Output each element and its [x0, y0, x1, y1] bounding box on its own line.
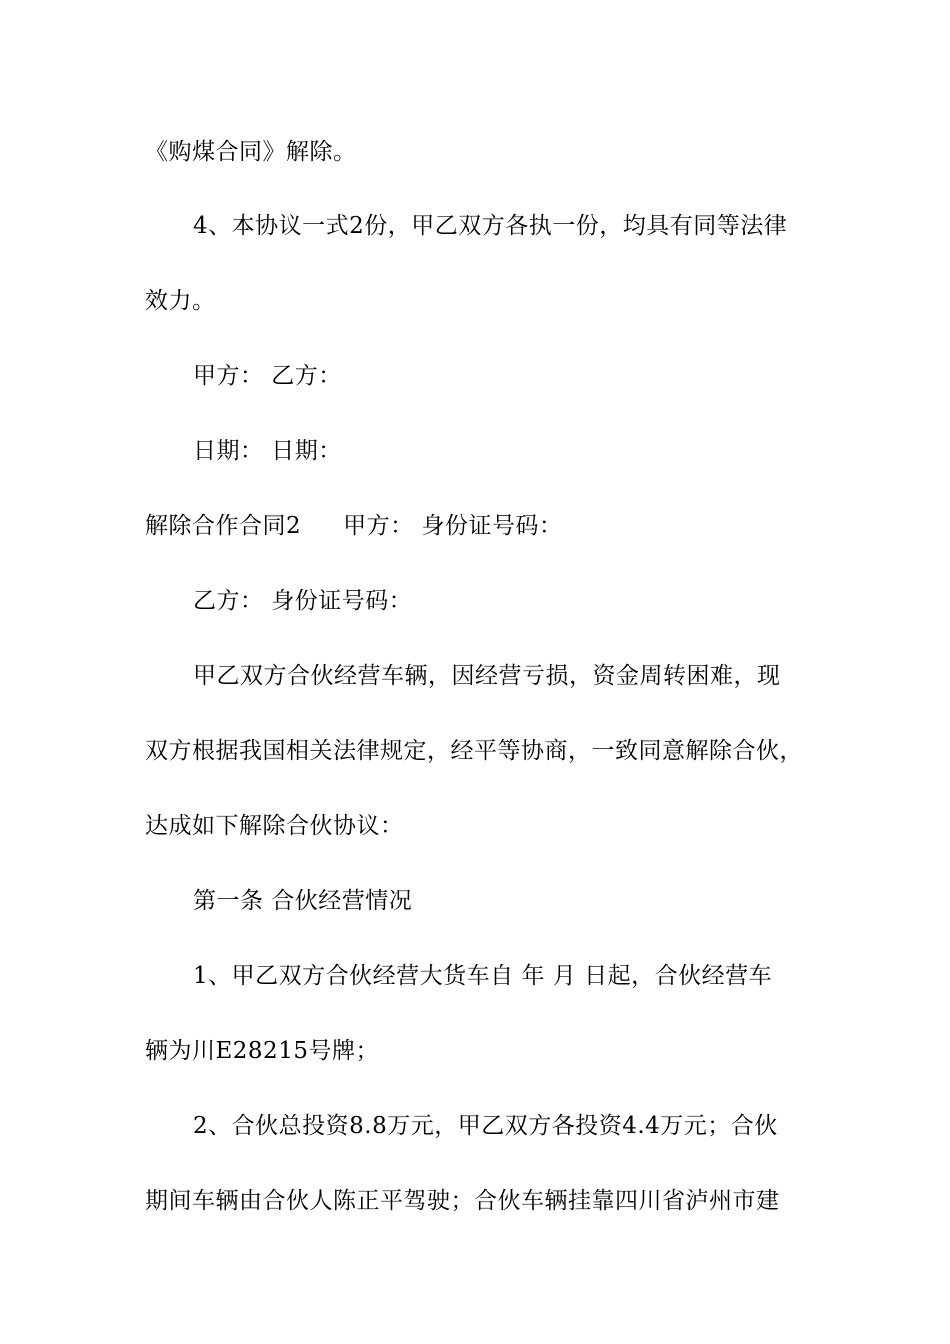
text-line: 效力。: [145, 288, 216, 314]
party-b-id-line: 乙方： 身份证号码：: [193, 588, 413, 614]
contract-title: 解除合作合同2: [145, 513, 302, 539]
text-line: 2、合伙总投资8.8万元，甲乙双方各投资4.4万元；合伙: [193, 1113, 778, 1139]
text-line: 甲乙双方合伙经营车辆，因经营亏损，资金周转困难，现: [193, 663, 781, 689]
text-line: 双方根据我国相关法律规定，经平等协商，一致同意解除合伙，: [145, 738, 803, 764]
text-line: 1、甲乙双方合伙经营大货车自 年 月 日起，合伙经营车: [193, 963, 773, 989]
party-a-id-label: 甲方： 身份证号码：: [343, 513, 563, 539]
text-line: 4、本协议一式2份，甲乙双方各执一份，均具有同等法律: [193, 213, 788, 239]
text-line: 《购煤合同》解除。: [145, 139, 357, 165]
article-heading: 第一条 合伙经营情况: [193, 888, 413, 914]
section-title-line: [145, 511, 815, 541]
signature-date-line: 日期： 日期：: [193, 438, 342, 464]
text-line: 达成如下解除合伙协议：: [145, 813, 404, 839]
text-line: 期间车辆由合伙人陈正平驾驶；合伙车辆挂靠四川省泸州市建: [145, 1188, 780, 1214]
text-line: 辆为川E28215号牌；: [145, 1038, 379, 1064]
signature-party-line: 甲方： 乙方：: [193, 363, 342, 389]
